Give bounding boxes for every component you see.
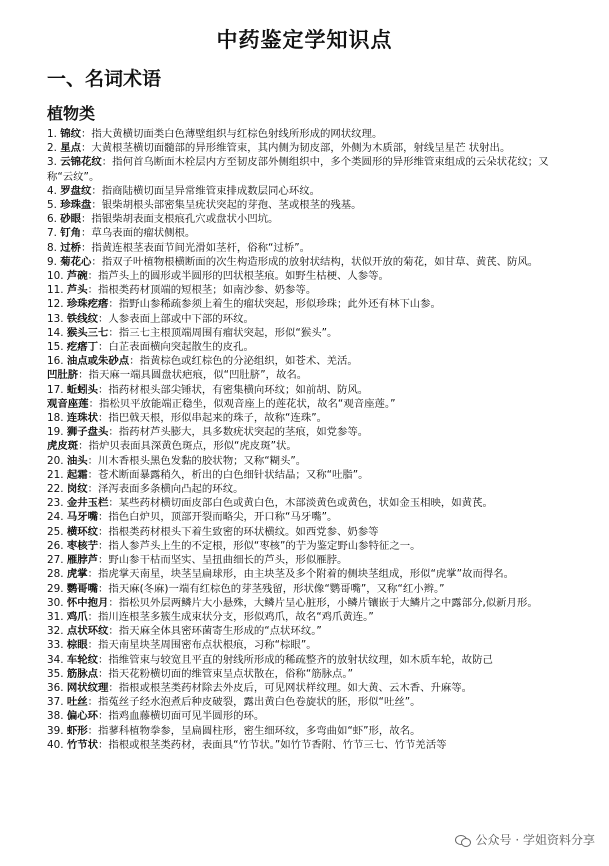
item-term: 枣核艼 bbox=[66, 539, 99, 552]
item-definition: ：指鸡血藤横切面可见半圆形的环。 bbox=[98, 710, 265, 723]
list-item bbox=[47, 354, 567, 368]
item-definition: ：指色白炉贝，顶部开裂而略尖，开口称“马牙嘴”。 bbox=[98, 511, 338, 524]
item-term: 珍珠盘 bbox=[60, 199, 92, 212]
item-definition: ：指根或根茎类药材除去外皮后，可见网状样纹理。如大黄、云木香、升麻等。 bbox=[108, 681, 473, 694]
list-item bbox=[47, 667, 567, 681]
item-definition: ：指虎掌天南星，块茎呈扁球形，由主块茎及多个附着的侧块茎组成，形似“虎掌”故而得名。 bbox=[87, 568, 515, 581]
item-number: 5. bbox=[47, 199, 57, 212]
list-item bbox=[47, 312, 567, 326]
list-item bbox=[47, 425, 567, 439]
item-number: 32. bbox=[47, 625, 64, 638]
item-definition: ：指三七主根顶端周围有瘤状突起，形似“猴头”。 bbox=[108, 326, 338, 339]
list-item bbox=[47, 596, 567, 610]
list-item bbox=[47, 127, 567, 141]
list-item bbox=[47, 610, 567, 624]
item-definition: ：指黄棕色或红棕色的分泌组织，如苍术、羌活。 bbox=[129, 355, 358, 368]
item-number: 28. bbox=[47, 568, 64, 581]
item-number: 35. bbox=[47, 667, 64, 680]
document-title: 中药鉴定学知识点 bbox=[216, 28, 393, 52]
item-definition: ：大黄根茎横切面髓部的异形维管束，其内侧为韧皮部，外侧为木质部，射线呈星芒 状射出。 bbox=[81, 142, 511, 155]
list-item bbox=[47, 340, 567, 354]
item-term: 油点或朱砂点 bbox=[66, 355, 130, 368]
item-number: 13. bbox=[47, 312, 64, 325]
list-item bbox=[47, 510, 567, 524]
item-term: 点状环纹 bbox=[66, 625, 109, 638]
item-definition: ：指松贝外层两鳞片大小悬殊，大鳞片呈心脏形，小鳞片镶嵌于大鳞片之中露部分,似新月形。 bbox=[108, 596, 538, 609]
item-term: 筋脉点 bbox=[66, 667, 99, 680]
item-number: 12. bbox=[47, 298, 64, 311]
item-definition: ：指松贝平放能端正稳坐，似观音座上的莲花状，故名“观音座莲。” bbox=[88, 397, 396, 410]
item-definition: ：川木香根头黑色发黏的胶状物；又称“糊头”。 bbox=[87, 454, 307, 467]
item-number: 21. bbox=[47, 468, 64, 481]
item-number: 6. bbox=[47, 213, 57, 226]
list-item bbox=[47, 482, 567, 496]
item-term: 竹节状 bbox=[66, 738, 99, 751]
item-definition: ：银柴胡根头部密集呈疣状突起的芽孢、茎或根茎的残基。 bbox=[91, 199, 362, 212]
item-number: 3. bbox=[47, 156, 57, 169]
item-term: 偏心环 bbox=[66, 710, 99, 723]
item-term: 星点 bbox=[60, 142, 82, 155]
item-number: 24. bbox=[47, 511, 64, 524]
item-definition: ：指炉贝表面具深黄色斑点，形似“虎皮斑”状。 bbox=[78, 440, 297, 453]
item-definition: ：指天麻全体具密环菌寄生形成的“点状环纹。” bbox=[108, 625, 322, 638]
item-number: 26. bbox=[47, 539, 64, 552]
item-definition: ：指蓼科植物拳参，呈扁圆柱形，密生细环纹，多弯曲如“虾”形，故名。 bbox=[87, 724, 421, 737]
list-item bbox=[47, 681, 567, 695]
item-term: 狮子盘头 bbox=[66, 426, 109, 439]
item-definition: ：指川连根茎多簇生成束状分支，形似鸡爪，故名“鸡爪黄连。” bbox=[87, 610, 374, 623]
item-number: 27. bbox=[47, 554, 64, 567]
item-number: 17. bbox=[47, 383, 64, 396]
list-item bbox=[47, 297, 567, 311]
list-item bbox=[47, 468, 567, 482]
item-definition: ：指维管束与较宽且平直的射线所形成的稀疏整齐的放射状纹理，如木质车轮，故防己 bbox=[98, 653, 493, 666]
term-list bbox=[47, 127, 567, 752]
list-item bbox=[47, 255, 567, 269]
item-definition: ：指菟丝子经水泡煮后种皮破裂，露出黄白色卷旋状的胚，形似“吐丝”。 bbox=[87, 696, 421, 709]
item-definition: ：指芦头上的圆形或半圆形的凹状根茎痕。如野生枯梗、人参等。 bbox=[87, 270, 389, 283]
list-item bbox=[47, 567, 567, 581]
item-term: 铁线纹 bbox=[66, 312, 99, 325]
item-term: 虎皮斑 bbox=[47, 440, 79, 453]
item-definition: ：指根类药材根头下着生致密的环状横纹。如西党参、奶参等 bbox=[98, 525, 379, 538]
item-definition: ：指何首乌断面木栓层内方至韧皮部外侧组织中，多个类圆形的异形维管束组成的云朵状花纹；又称“云纹”。 bbox=[47, 156, 549, 183]
item-number: 36. bbox=[47, 681, 64, 694]
item-term: 车轮纹 bbox=[66, 653, 99, 666]
item-definition: ：指商陆横切面呈异常维管束排成数层同心环纹。 bbox=[91, 184, 320, 197]
item-number: 38. bbox=[47, 710, 64, 723]
item-definition: ：指天麻(冬麻)一端有红棕色的芽茎残留，形状像“鹦哥嘴”，又称“红小辫。” bbox=[98, 582, 445, 595]
item-term: 横环纹 bbox=[66, 525, 99, 538]
item-term: 锦纹 bbox=[60, 128, 82, 140]
item-term: 虎掌 bbox=[66, 568, 88, 581]
list-item bbox=[47, 454, 567, 468]
item-term: 鹦哥嘴 bbox=[66, 582, 99, 595]
list-item bbox=[47, 582, 567, 596]
item-number: 31. bbox=[47, 610, 64, 623]
item-term: 凹肚脐 bbox=[47, 369, 79, 382]
item-number: 16. bbox=[47, 355, 64, 368]
item-term: 菊花心 bbox=[60, 255, 92, 268]
item-definition: ：泽泻表面多条横向凸起的环纹。 bbox=[87, 483, 244, 496]
item-definition: ：某些药材横切面皮部白色或黄白色，木部淡黄色或黄色，状如金玉相映，如黄芪。 bbox=[108, 497, 493, 510]
item-number: 9. bbox=[47, 255, 57, 268]
item-definition: ：指天南星块茎周围密布点状根痕，习称“棕眼”。 bbox=[87, 639, 317, 652]
item-definition: ：指根或根茎类药材，表面具“竹节状。”如竹节香附、竹节三七、竹节羌活等 bbox=[98, 738, 447, 751]
item-term: 起霜 bbox=[66, 468, 88, 481]
list-item bbox=[47, 709, 567, 723]
list-item bbox=[47, 724, 567, 738]
watermark bbox=[455, 831, 595, 848]
list-item bbox=[47, 525, 567, 539]
item-term: 怀中抱月 bbox=[66, 596, 109, 609]
item-term: 虾形 bbox=[66, 724, 88, 737]
item-number: 15. bbox=[47, 341, 64, 354]
item-term: 钉角 bbox=[60, 227, 82, 240]
list-item bbox=[47, 553, 567, 567]
item-term: 鸡爪 bbox=[66, 610, 88, 623]
list-item bbox=[47, 155, 567, 183]
item-number: 30. bbox=[47, 596, 64, 609]
section-heading: 一、名词术语 bbox=[47, 68, 162, 90]
item-number: 7. bbox=[47, 227, 57, 240]
item-number: 40. bbox=[47, 738, 64, 751]
item-definition: ：指根类药材顶端的短根茎；如南沙参、奶参等。 bbox=[87, 284, 317, 297]
watermark-text: 公众号 · 学姐资料分享 bbox=[475, 833, 595, 847]
item-definition: ：人参表面上部或中下部的环纹。 bbox=[98, 312, 254, 325]
item-number: 14. bbox=[47, 326, 64, 339]
item-definition: ：指银柴胡表面支根痕孔穴或盘状小凹坑。 bbox=[81, 213, 279, 226]
list-item bbox=[47, 368, 567, 382]
item-number: 4. bbox=[47, 184, 57, 197]
list-item bbox=[47, 439, 567, 453]
item-number: 11. bbox=[47, 284, 64, 297]
item-definition: ：草乌表面的瘤状侧根。 bbox=[81, 227, 196, 240]
item-number: 33. bbox=[47, 639, 64, 652]
list-item bbox=[47, 411, 567, 425]
list-item bbox=[47, 397, 567, 411]
item-number: 37. bbox=[47, 696, 64, 709]
item-number: 23. bbox=[47, 497, 64, 510]
item-term: 云锦花纹 bbox=[60, 156, 102, 169]
item-definition: ：白芷表面横向突起散生的皮孔。 bbox=[98, 341, 254, 354]
item-number: 18. bbox=[47, 412, 64, 425]
list-item bbox=[47, 496, 567, 510]
item-term: 吐丝 bbox=[66, 696, 88, 709]
list-item bbox=[47, 198, 567, 212]
list-item bbox=[47, 212, 567, 226]
item-definition: ：指野山参稀疏参须上着生的瘤状突起，形似珍珠；此外还有林下山参。 bbox=[108, 298, 441, 311]
item-number: 34. bbox=[47, 653, 64, 666]
item-number: 25. bbox=[47, 525, 64, 538]
list-item bbox=[47, 624, 567, 638]
item-definition: ：指黄连根茎表面节间光滑如茎杆，俗称“过桥”。 bbox=[81, 241, 310, 254]
subsection-heading: 植物类 bbox=[47, 104, 96, 123]
list-item bbox=[47, 226, 567, 240]
item-number: 8. bbox=[47, 241, 57, 254]
list-item bbox=[47, 539, 567, 553]
item-term: 雁脖芦 bbox=[66, 554, 99, 567]
wechat-icon bbox=[455, 834, 471, 846]
item-number: 39. bbox=[47, 724, 64, 737]
list-item bbox=[47, 383, 567, 397]
item-definition: ：苍术断面暴露稍久，析出的白色细针状结晶；又称“吐脂”。 bbox=[87, 468, 369, 481]
item-term: 连珠状 bbox=[66, 412, 99, 425]
item-definition: ：指人参芦头上生的不定根，形似“枣核”的艼为鉴定野山参特征之一。 bbox=[98, 539, 421, 552]
list-item bbox=[47, 184, 567, 198]
list-item bbox=[47, 738, 567, 752]
item-number: 1. bbox=[47, 128, 57, 140]
list-item bbox=[47, 269, 567, 283]
item-definition: ：指天麻一端具圆盘状疤痕，似“凹肚脐”，故名。 bbox=[78, 369, 308, 382]
item-definition: ：指药材根头部尖锤状，有密集横向环纹；如前胡、防风。 bbox=[98, 383, 369, 396]
item-term: 岗纹 bbox=[66, 483, 88, 496]
list-item bbox=[47, 638, 567, 652]
list-item bbox=[47, 695, 567, 709]
item-definition: ：指大黄横切面类白色薄壁组织与红棕色射线所形成的网状纹理。 bbox=[81, 128, 383, 140]
item-term: 观音座莲 bbox=[47, 397, 89, 410]
item-term: 芦头 bbox=[66, 284, 88, 297]
item-definition: ：指天花粉横切面的维管束呈点状散在，俗称“筋脉点。” bbox=[98, 667, 353, 680]
item-term: 过桥 bbox=[60, 241, 82, 254]
list-item bbox=[47, 241, 567, 255]
item-definition: ：指巴戟天根，形似串起来的珠子，故称“连珠”。 bbox=[98, 412, 327, 425]
item-number: 22. bbox=[47, 483, 64, 496]
item-term: 猴头三七 bbox=[66, 326, 109, 339]
item-number: 10. bbox=[47, 270, 64, 283]
list-item bbox=[47, 653, 567, 667]
list-item bbox=[47, 141, 567, 155]
item-term: 蚯蚓头 bbox=[66, 383, 99, 396]
item-term: 芦碗 bbox=[66, 270, 88, 283]
item-term: 砂眼 bbox=[60, 213, 82, 226]
item-definition: ：指双子叶植物根横断面的次生构造形成的放射状结构，状似开放的菊花，如甘草、黄芪、防风。 bbox=[91, 255, 539, 268]
list-item bbox=[47, 283, 567, 297]
item-term: 金井玉栏 bbox=[66, 497, 109, 510]
item-number: 2. bbox=[47, 142, 57, 155]
item-term: 网状纹理 bbox=[66, 681, 109, 694]
item-term: 疙瘩丁 bbox=[66, 341, 99, 354]
item-term: 马牙嘴 bbox=[66, 511, 99, 524]
item-term: 油头 bbox=[66, 454, 88, 467]
item-term: 棕眼 bbox=[66, 639, 88, 652]
list-item bbox=[47, 326, 567, 340]
item-term: 珍珠疙瘩 bbox=[66, 298, 109, 311]
item-term: 罗盘纹 bbox=[60, 184, 92, 197]
item-definition: ：野山参干枯而坚实、呈扭曲细长的芦头，形似雁脖。 bbox=[98, 554, 348, 567]
item-number: 29. bbox=[47, 582, 64, 595]
item-definition: ：指药材芦头膨大，具多数疣状突起的茎痕，如党参等。 bbox=[108, 426, 369, 439]
item-number: 19. bbox=[47, 426, 64, 439]
item-number: 20. bbox=[47, 454, 64, 467]
